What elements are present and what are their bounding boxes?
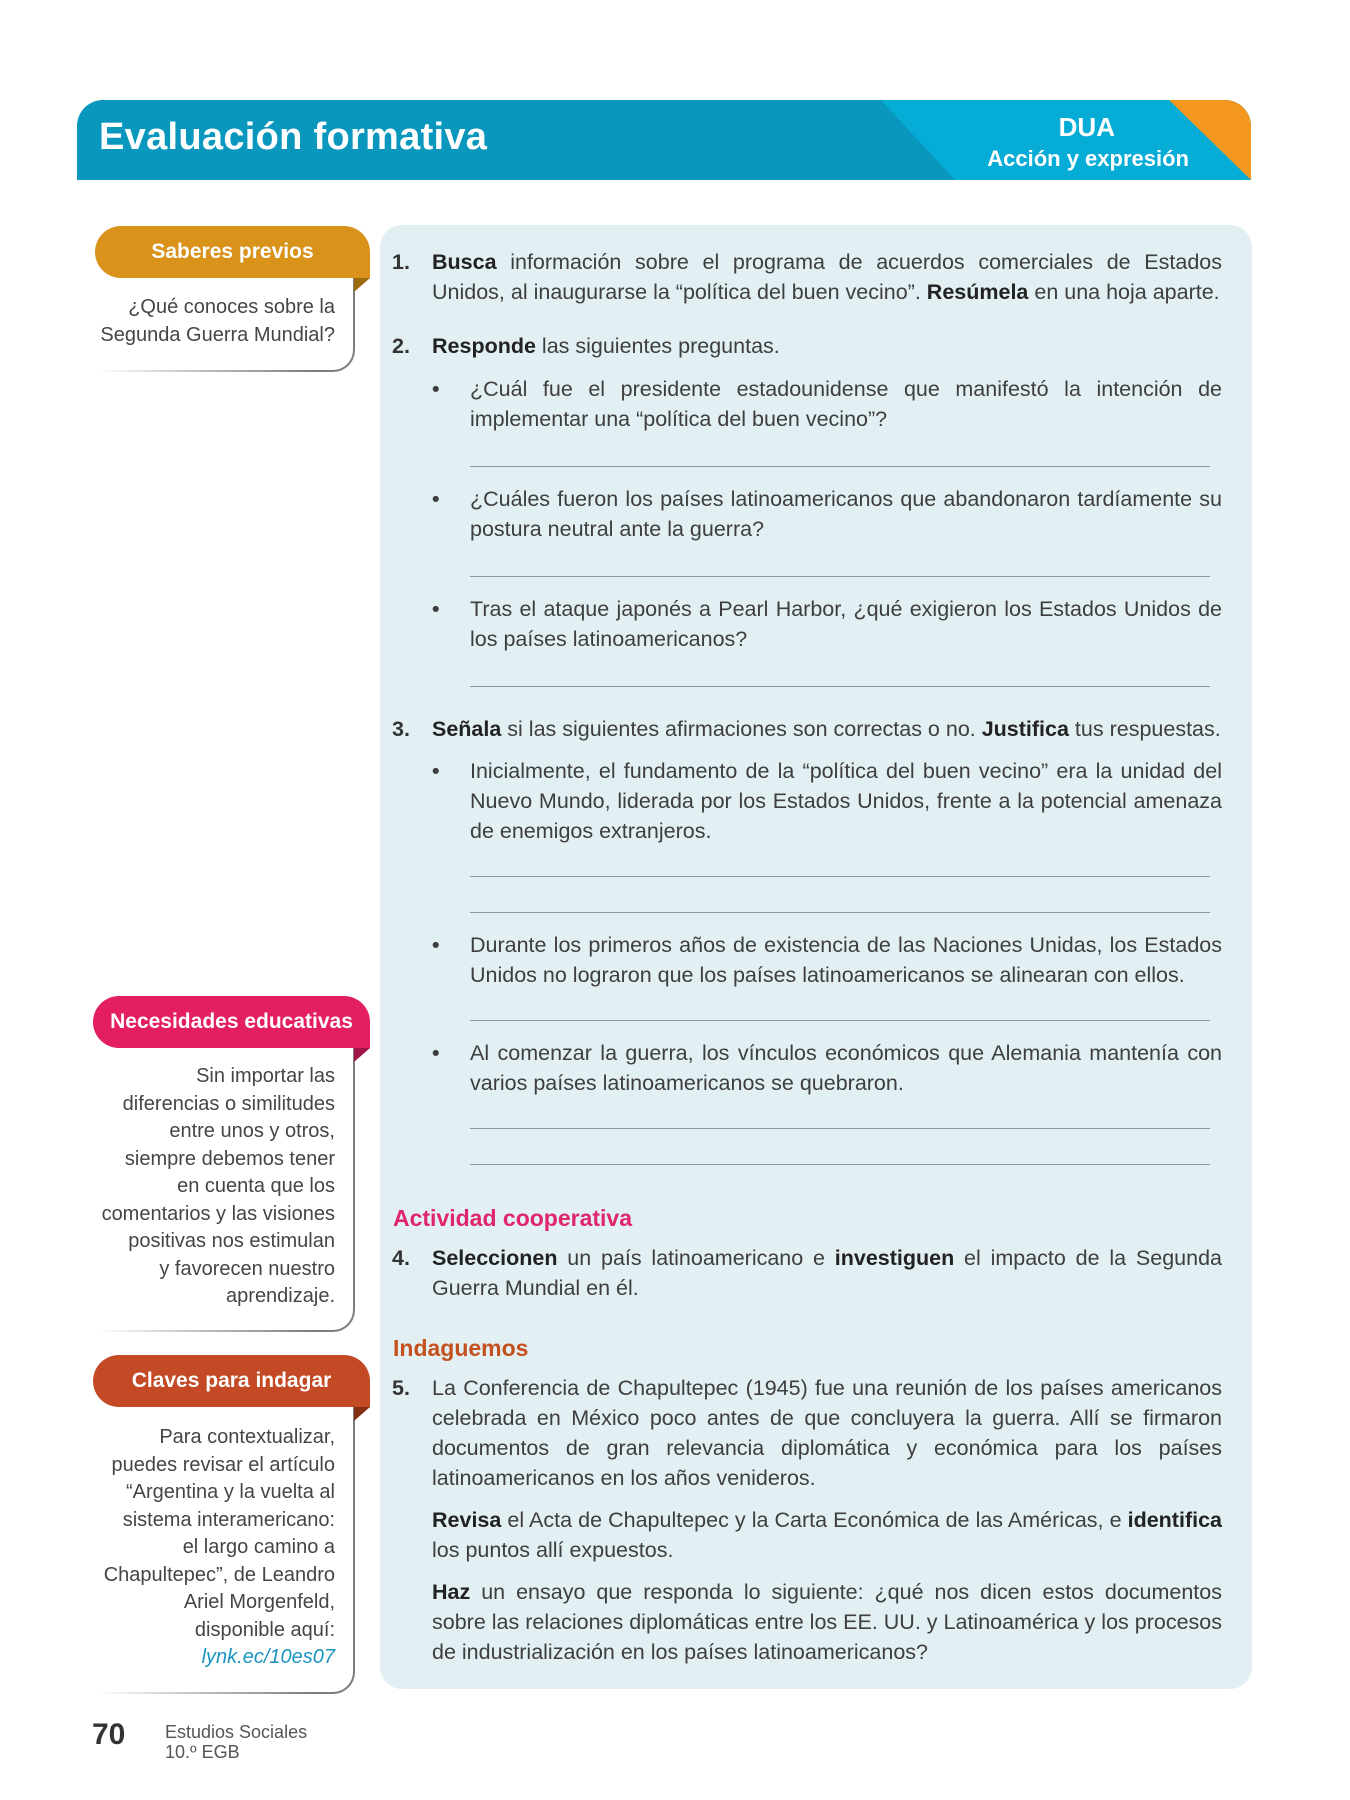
saberes-previos-label: Saberes previos (151, 240, 314, 263)
claves-link[interactable]: lynk.ec/10es07 (201, 1646, 335, 1668)
question-3 (392, 714, 1222, 744)
saberes-previos-text: ¿Qué conoces sobre la Segunda Guerra Mundial? (100, 296, 335, 346)
header-banner (77, 100, 1251, 180)
question-4-number: 4. (392, 1246, 410, 1270)
page-number: 70 (92, 1718, 126, 1751)
question-2 (392, 331, 1222, 361)
necesidades-tab-fold (354, 1048, 370, 1062)
dua-subtitle: Acción y expresión (987, 146, 1189, 171)
question-5-paragraph-3: Haz un ensayo que responda lo siguiente: ¿qué nos dicen estos documentos sobre las relaciones diplomáticas entre los EE. UU. y Latinoamérica y los procesos de industrialización en los países latinoamericanos? (432, 1580, 1222, 1664)
question-3-number: 3. (392, 717, 410, 741)
answer-line[interactable] (470, 1020, 1210, 1021)
claves-indagar-tab (93, 1355, 370, 1407)
answer-line[interactable] (470, 576, 1210, 577)
question-3-text: Señala si las siguientes afirmaciones son correctas o no. Justifica tus respuestas. (432, 717, 1221, 741)
indaguemos-title: Indaguemos (393, 1335, 529, 1361)
claves-indagar-label: Claves para indagar (131, 1369, 332, 1392)
question-1-number: 1. (392, 250, 410, 274)
question-4-text: Seleccionen un país latinoamericano e investiguen el impacto de la Segunda Guerra Mundial en él. (432, 1246, 1222, 1300)
saberes-previos-tab (95, 226, 370, 278)
question-4 (392, 1243, 1222, 1303)
question-2-text: Responde las siguientes preguntas. (432, 334, 780, 358)
answer-line[interactable] (470, 686, 1210, 687)
answer-line[interactable] (470, 466, 1210, 467)
answer-line[interactable] (470, 1164, 1210, 1165)
page-title: Evaluación formativa (99, 116, 488, 158)
question-1-text: Busca información sobre el programa de acuerdos comerciales de Estados Unidos, al inaugurarse la “política del buen vecino”. Resúmela en una hoja aparte. (432, 250, 1222, 304)
question-5 (392, 1373, 1222, 1667)
claves-indagar-text: Para contextualizar, puedes revisar el artículo “Argentina y la vuelta al sistema interamericano: el largo camino a Chapultepec”, de Leandro Ariel Morgenfeld, disponible aquí: lynk.ec/10es07 (95, 1424, 335, 1672)
cooperativa-title: Actividad cooperativa (393, 1205, 633, 1231)
saberes-tab-fold (354, 278, 370, 292)
necesidades-educativas-label: Necesidades educativas (110, 1010, 353, 1033)
question-2-number: 2. (392, 334, 410, 358)
footer-subject: Estudios Sociales 10.º EGB (165, 1722, 308, 1762)
answer-line[interactable] (470, 876, 1210, 877)
question-5-paragraph-2: Revisa el Acta de Chapultepec y la Carta Económica de las Américas, e identifica los puntos allí expuestos. (432, 1508, 1222, 1562)
question-2-bullet-2: • ¿Cuáles fueron los países latinoamericanos que abandonaron tardíamente su postura neutral ante la guerra? (432, 487, 1222, 541)
necesidades-educativas-text: Sin importar las diferencias o similitudes entre unos y otros, siempre debemos tener en cuenta que los comentarios y las visiones positivas nos estimulan y favorecen nuestro aprendizaje. (101, 1065, 335, 1307)
dua-title: DUA (1058, 112, 1115, 142)
question-2-bullet-3: • Tras el ataque japonés a Pearl Harbor, ¿qué exigieron los Estados Unidos de los países latinoamericanos? (432, 597, 1222, 651)
question-1 (392, 247, 1222, 307)
question-2-bullet-1: • ¿Cuál fue el presidente estadounidense que manifestó la intención de implementar una “política del buen vecino”? (432, 377, 1222, 431)
answer-line[interactable] (470, 1128, 1210, 1129)
answer-line[interactable] (470, 912, 1210, 913)
question-5-number: 5. (392, 1376, 410, 1400)
question-3-bullet-1: • Inicialmente, el fundamento de la “política del buen vecino” era la unidad del Nuevo Mundo, liderada por los Estados Unidos, frente a la potencial amenaza de enemigos extranjeros. (432, 759, 1222, 843)
necesidades-educativas-tab (93, 996, 370, 1048)
claves-tab-fold (354, 1407, 370, 1421)
question-5-paragraph-1: La Conferencia de Chapultepec (1945) fue una reunión de los países americanos celebrada en México poco antes de que concluyera la guerra. Allí se firmaron documentos de gran relevancia diplomática y económica para los países latinoamericanos en los años venideros. (432, 1376, 1222, 1490)
question-3-bullet-3: • Al comenzar la guerra, los vínculos económicos que Alemania mantenía con varios países latinoamericanos se quebraron. (432, 1041, 1222, 1095)
question-3-bullet-2: • Durante los primeros años de existencia de las Naciones Unidas, los Estados Unidos no lograron que los países latinoamericanos se alinearan con ellos. (432, 933, 1222, 987)
